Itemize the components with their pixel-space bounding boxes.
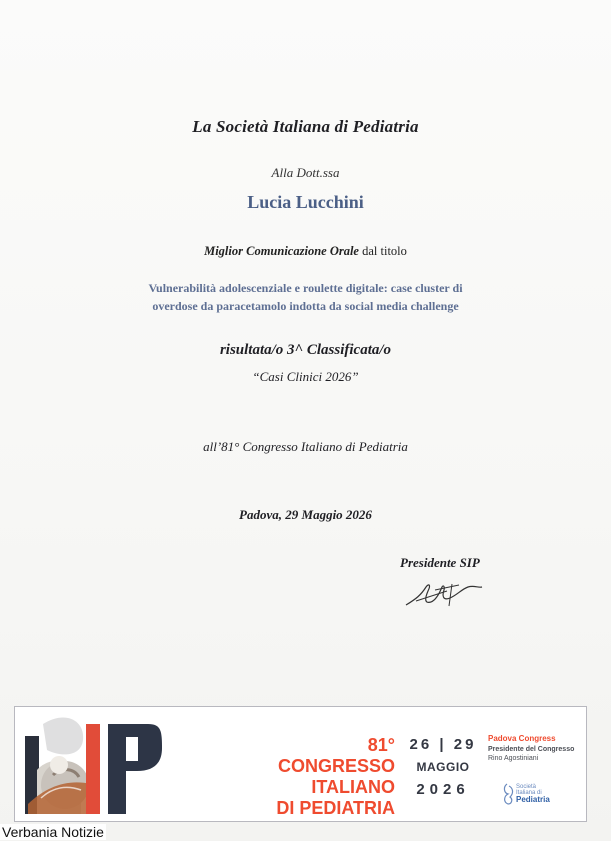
session-name: “Casi Clinici 2026” bbox=[252, 369, 359, 384]
ranking: risultata/o 3^ Classificata/o bbox=[219, 342, 392, 358]
recipient-name: Lucia Lucchini bbox=[247, 192, 364, 212]
child-outline-icon bbox=[501, 782, 515, 806]
place-date: Padova, 29 Maggio 2026 bbox=[239, 507, 372, 522]
award-bold: Miglior Comunicazione Orale bbox=[204, 244, 359, 258]
congress-days: 26 | 29 bbox=[409, 736, 477, 753]
small-logo-line-3: Pediatria bbox=[516, 795, 550, 804]
venue-name: Padova Congress bbox=[488, 734, 556, 743]
work-title bbox=[0, 279, 611, 315]
issuer-title: La Società Italiana di Pediatria bbox=[192, 117, 419, 136]
congress-president-role: Presidente del Congresso bbox=[488, 746, 575, 753]
congress-dates bbox=[409, 736, 477, 798]
signature-image bbox=[404, 577, 488, 611]
sip-logo bbox=[23, 712, 163, 817]
congress-president-name: Rino Agostiniani bbox=[488, 755, 539, 762]
congress-line: all’81° Congresso Italiano di Pediatria bbox=[203, 439, 408, 454]
work-title-line-2: overdose da paracetamolo indotta da social media challenge bbox=[152, 299, 459, 313]
signatory-title: Presidente SIP bbox=[400, 555, 480, 570]
award-rest: dal titolo bbox=[358, 244, 407, 258]
congress-year: 2026 bbox=[416, 781, 470, 798]
congress-title-line-3: DI PEDIATRIA bbox=[276, 798, 395, 818]
award-line bbox=[0, 244, 611, 259]
watermark: Verbania Notizie bbox=[2, 824, 104, 840]
small-logo-line-2: Italiana di bbox=[516, 790, 542, 796]
congress-banner bbox=[14, 706, 587, 822]
recipient-prefix: Alla Dott.ssa bbox=[271, 165, 340, 180]
congress-title bbox=[255, 735, 395, 819]
congress-title-line-1: 81° CONGRESSO bbox=[277, 735, 395, 776]
venue-block bbox=[488, 734, 583, 763]
congress-month: MAGGIO bbox=[416, 760, 470, 774]
work-title-line-1: Vulnerabilità adolescenziale e roulette digitale: case cluster di bbox=[148, 281, 463, 295]
congress-title-line-2: ITALIANO bbox=[311, 777, 395, 797]
society-small-logo bbox=[501, 782, 563, 808]
small-logo-line-1: Società bbox=[516, 784, 537, 790]
